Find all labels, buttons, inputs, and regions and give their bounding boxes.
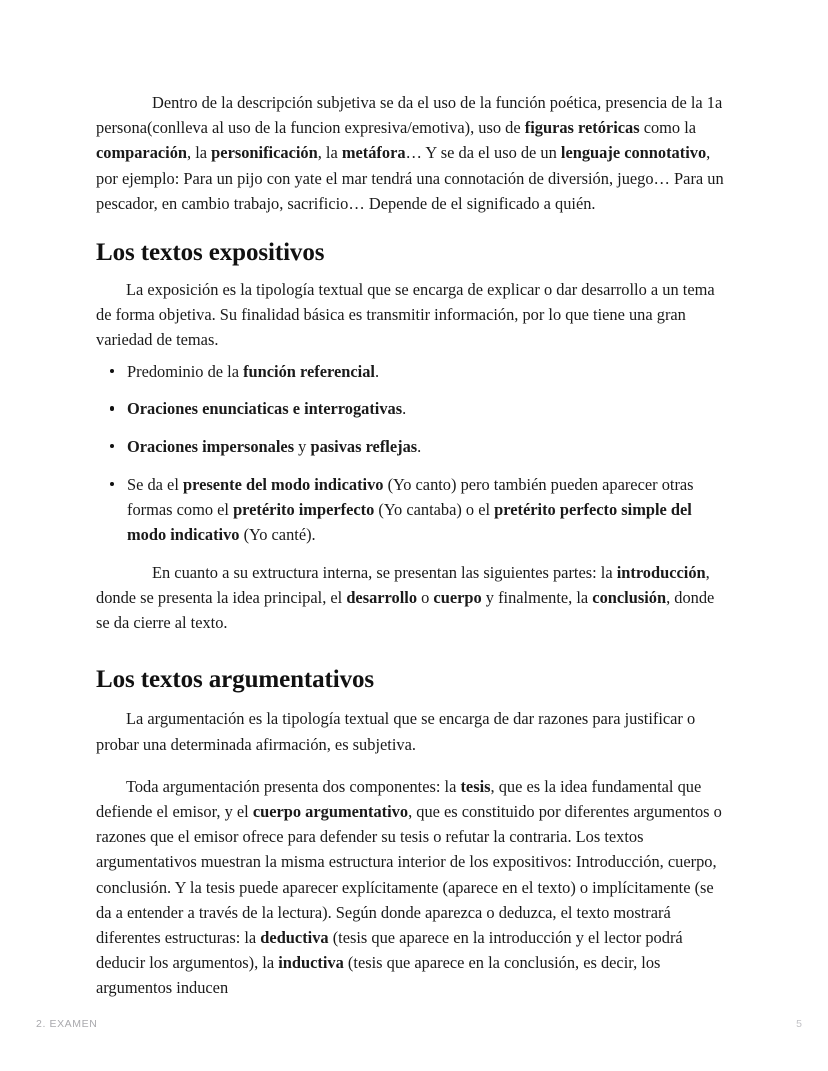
bullet-icon (110, 369, 114, 373)
heading-los-textos-expositivos: Los textos expositivos (96, 239, 325, 267)
list-item (96, 396, 732, 421)
paragraph-exposicion-definicion: La exposición es la tipología textual que se encarga de explicar o dar desarrollo a un tema de forma objetiva. Su finalidad básica es transmitir información, por lo que tiene una gran variedad de temas. (96, 280, 715, 350)
list-item-text: Se da el presente del modo indicativo (Yo canto) pero también pueden aparecer otras formas como el pretérito imperfecto (Yo cantaba) o el pretérito perfecto simple del modo indicativo (Yo canté). (127, 474, 694, 545)
list-caracteristicas-expositivos (96, 359, 732, 548)
list-item-text: Oraciones impersonales y pasivas reflejas. (127, 437, 422, 457)
list-item (96, 359, 732, 384)
paragraph-argumentacion-componentes: Toda argumentación presenta dos componentes: la tesis, que es la idea fundamental que defiende el emisor, y el cuerpo argumentativo, que es constituido por diferentes argumentos o razones que el emisor ofrece para defender su tesis o refutar la contraria. Los textos argumentativos muestran la misma estructura interior de los expositivos: Introducción, cuerpo, conclusión. Y la tesis puede aparecer explícitamente (aparece en el texto) o implícitamente (se da a entender a través de la lectura). Según donde aparezca o deduzca, el texto mostrará diferentes estructuras: la deductiva (tesis que aparece en la introducción y el lector podrá deducir los argumentos), la inductiva (tesis que aparece en la conclusión, es decir, los argumentos inducen (96, 776, 722, 998)
bullet-icon (110, 482, 114, 486)
bullet-icon (110, 406, 114, 410)
heading-los-textos-argumentativos: Los textos argumentativos (96, 666, 375, 694)
paragraph-argumentacion-definicion: La argumentación es la tipología textual que se encarga de dar razones para justificar o probar una determinada afirmación, es subjetiva. (96, 709, 696, 754)
list-item-text: Predominio de la función referencial. (127, 361, 380, 381)
list-item (96, 434, 732, 459)
bullet-icon (110, 444, 114, 448)
page-footer (0, 1018, 828, 1038)
list-item (96, 472, 732, 548)
document-body (96, 90, 732, 1001)
paragraph-estructura-interna: En cuanto a su extructura interna, se presentan las siguientes partes: la introducción, donde se presenta la idea principal, el desarrollo o cuerpo y finalmente, la conclusión, donde se da cierre al texto. (96, 562, 715, 633)
footer-section-label: 2. EXAMEN (36, 1018, 98, 1030)
footer-page-number: 5 (796, 1018, 802, 1030)
paragraph-descripcion-subjetiva: Dentro de la descripción subjetiva se da el uso de la función poética, presencia de la 1a persona(conlleva al uso de la funcion expresiva/emotiva), uso de figuras retóricas como la comparación, la personificación, la metáfora… Y se da el uso de un lenguaje connotativo, por ejemplo: Para un pijo con yate el mar tendrá una connotación de diversión, juego… Para un pescador, en cambio trabajo, sacrificio… Depende de el significado a quién. (96, 93, 724, 213)
list-item-text: Oraciones enunciaticas e interrogativas. (127, 399, 407, 419)
